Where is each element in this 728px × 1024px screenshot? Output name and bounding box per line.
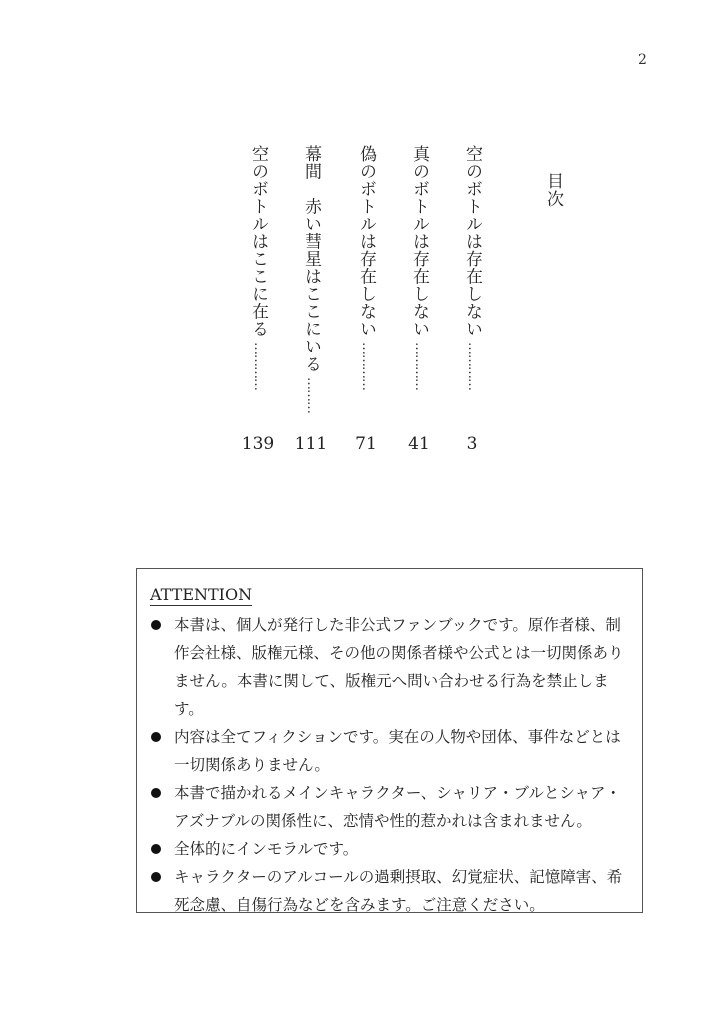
attention-item [150, 863, 635, 919]
attention-box [136, 568, 643, 913]
toc-entry-title: 真のボトルは存在しない [409, 145, 429, 338]
toc-entry-title: 空のボトルはここに在る [248, 145, 268, 338]
toc-entry[interactable] [404, 145, 434, 390]
page-number: 2 [638, 52, 647, 68]
bullet-icon [151, 732, 161, 742]
toc-leader-dots: ………… [251, 341, 266, 390]
bullet-icon [151, 620, 161, 630]
toc-leader-dots: ……… [304, 376, 319, 413]
toc-page-number: 41 [408, 434, 430, 454]
toc-entry[interactable] [351, 145, 381, 390]
toc-entry-title: 偽のボトルは存在しない [356, 145, 376, 338]
attention-item-text: 本書で描かれるメインキャラクター、シャリア・ブルとシャア・アズナブルの関係性に、恋情や性的惹かれは含まれません。 [174, 784, 622, 830]
bullet-icon [151, 844, 161, 854]
attention-item [150, 611, 635, 723]
toc-entry[interactable] [457, 145, 487, 390]
toc-page-number: 111 [294, 434, 328, 454]
attention-item-text: 本書は、個人が発行した非公式ファンブックです。原作者様、制作会社様、版権元様、その他の関係者様や公式とは一切関係ありません。本書に関して、版権元へ問い合わせる行為を禁止します。 [174, 616, 624, 718]
toc-leader-dots: ………… [412, 341, 427, 390]
toc-leader-dots: ………… [359, 341, 374, 390]
toc-entry-title: 空のボトルは存在しない [462, 145, 482, 338]
attention-list [150, 611, 635, 919]
toc-entry[interactable] [243, 145, 273, 390]
bullet-icon [151, 872, 161, 882]
attention-item-text: 全体的にインモラルです。 [174, 840, 359, 858]
toc-entry-title: 幕間 赤い彗星はここにいる [301, 145, 321, 373]
bullet-icon [151, 788, 161, 798]
toc-page-number: 3 [466, 434, 478, 454]
toc-page-number: 139 [241, 434, 275, 454]
toc-entry[interactable] [296, 145, 326, 413]
toc-page-number: 71 [355, 434, 377, 454]
toc-leader-dots: ………… [465, 341, 480, 390]
attention-item [150, 835, 635, 863]
toc-title: 目次 [543, 172, 563, 208]
attention-item-text: キャラクターのアルコールの過剰摂取、幻覚症状、記憶障害、希死念慮、自傷行為などを含みます。ご注意ください。 [174, 868, 623, 914]
attention-item [150, 779, 635, 835]
attention-heading: ATTENTION [150, 585, 253, 604]
attention-item-text: 内容は全てフィクションです。実在の人物や団体、事件などとは一切関係ありません。 [174, 728, 621, 774]
attention-item [150, 723, 635, 779]
